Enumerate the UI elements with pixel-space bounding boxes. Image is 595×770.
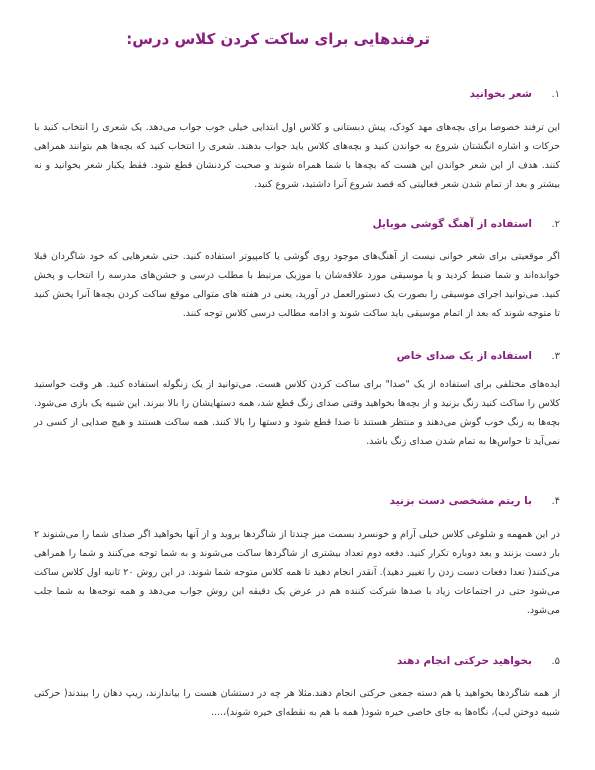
section-paragraph: از همه شاگردها بخواهید یا هم دسته جمعی حرکتی انجام دهند.مثلا هر چه در دستشان هست را بیاندازند، زیپ دهان را ببندند( حرکتی شبیه دوختن لب)، نگاه‌ها به جای خاصی خیره شود( همه با هم به نقطه‌ای خیره شوند)،.... (34, 688, 560, 718)
section-title: استفاده از یک صدای خاص (396, 350, 532, 362)
section-heading (34, 495, 560, 507)
section-heading (34, 350, 560, 362)
section-4 (34, 495, 560, 620)
section-number: ۴. (551, 496, 560, 507)
page-title: ترفندهایی برای ساکت کردن کلاس درس: (126, 30, 430, 48)
section-number: ۲. (551, 219, 560, 230)
section-heading (34, 88, 560, 100)
section-heading (34, 655, 560, 667)
section-1 (34, 88, 560, 194)
section-heading (34, 218, 560, 230)
section-number: ۱. (551, 89, 560, 100)
section-paragraph: این ترفند خصوصا برای بچه‌های مهد کودک، پیش دبستانی و کلاس اول ابتدایی خیلی خوب جواب می‌دهد. یک شعری را انتخاب کنید با حرکات و اشاره انگشتان شروع به خواندن کنید و بچه‌های کلاس باید جواب بدهند. شعری را انتخاب کنید که بچه‌ها هم بتوانند همراهی کنند. هدف از این شعر خواندن این هست که بچه‌ها با شما همراه شوند و صحبت کردنشان قطع شود. فقط یکبار شعر بخوانید و نه بیشتر و بعد از تمام شدن شعر فعالیتی که قصد شروع آنرا داشتید، شروع کنید. (34, 122, 560, 190)
section-2 (34, 218, 560, 323)
section-title: با ریتم مشخصی دست بزنید (389, 495, 532, 507)
section-5 (34, 655, 560, 722)
section-number: ۳. (551, 351, 560, 362)
section-paragraph: اگر موقعیتی برای شعر خوانی نیست از آهنگ‌های موجود روی گوشی یا کامپیوتر استفاده کنید. حتی شعرهایی که خود شاگردان قبلا خوانده‌اند و شما ضبط کردید و یا موسیقی مورد علاقه‌شان یا موزیک مرتبط با مطلب درسی و جشن‌های مدرسه را انتخاب و پخش کنید. می‌توانید اجرای موسیقی را بصورت یک دستورالعمل در آورید، یعنی در هفته های متوالی موقع ساکت کردن بچه‌ها آنرا پخش کنید تا متوجه شوند که بعد از اتمام موسیقی باید ساکت شوند و ادامه مطالب درسی کلاس توجه کنند. (34, 251, 560, 319)
section-3 (34, 350, 560, 451)
section-paragraph: در این همهمه و شلوغی کلاس خیلی آرام و خونسرد بسمت میز چندتا از شاگردها بروید و از آنها بخواهید اگر صدای شما را می‌شنوند ۲ بار دست بزنند و بعد دوباره تکرار کنید. دفعه دوم تعداد بیشتری از شاگردها ساکت می‌شوند و به شما توجه می‌کنند و شما را همراهی می‌کنند( تعدا دفعات دست زدن را تغییر دهید). آنقدر انجام دهید تا همه کلاس متوجه شما شوند. در این روش ۲۰ ثانیه اول کلاس ساکت می‌شود حتی در اجتماعات زیاد با صدها شرکت کننده هم در عرض یک دقیقه این روش جواب می‌دهد و همه توجه‌ها به شما جلب می‌شود. (34, 529, 560, 616)
section-number: ۵. (551, 656, 560, 667)
section-paragraph: ایده‌های مختلفی برای استفاده از یک "صدا" برای ساکت کردن کلاس هست. می‌توانید از یک زنگوله استفاده کنید. هر وقت خواستید کلاس را ساکت کنید زنگ بزنید و از بچه‌ها بخواهید وقتی صدای زنگ قطع شد، همه دستهایشان را بالا ببرند. این شبیه یک بازی می‌شود. بچه‌ها به زنگ خوب گوش می‌دهند و منتظر هستند تا صدا قطع شود و دستها را بالا کنند. همه ساکت هستند و هیچ صدایی از کسی در نمی‌آید تا حواس‌ها به تمام شدن صدای زنگ باشد. (34, 379, 560, 447)
section-title: استفاده از آهنگ گوشی موبایل (372, 218, 532, 230)
section-title: بخواهید حرکتی انجام دهند (396, 655, 532, 667)
section-title: شعر بخوانید (469, 88, 532, 100)
